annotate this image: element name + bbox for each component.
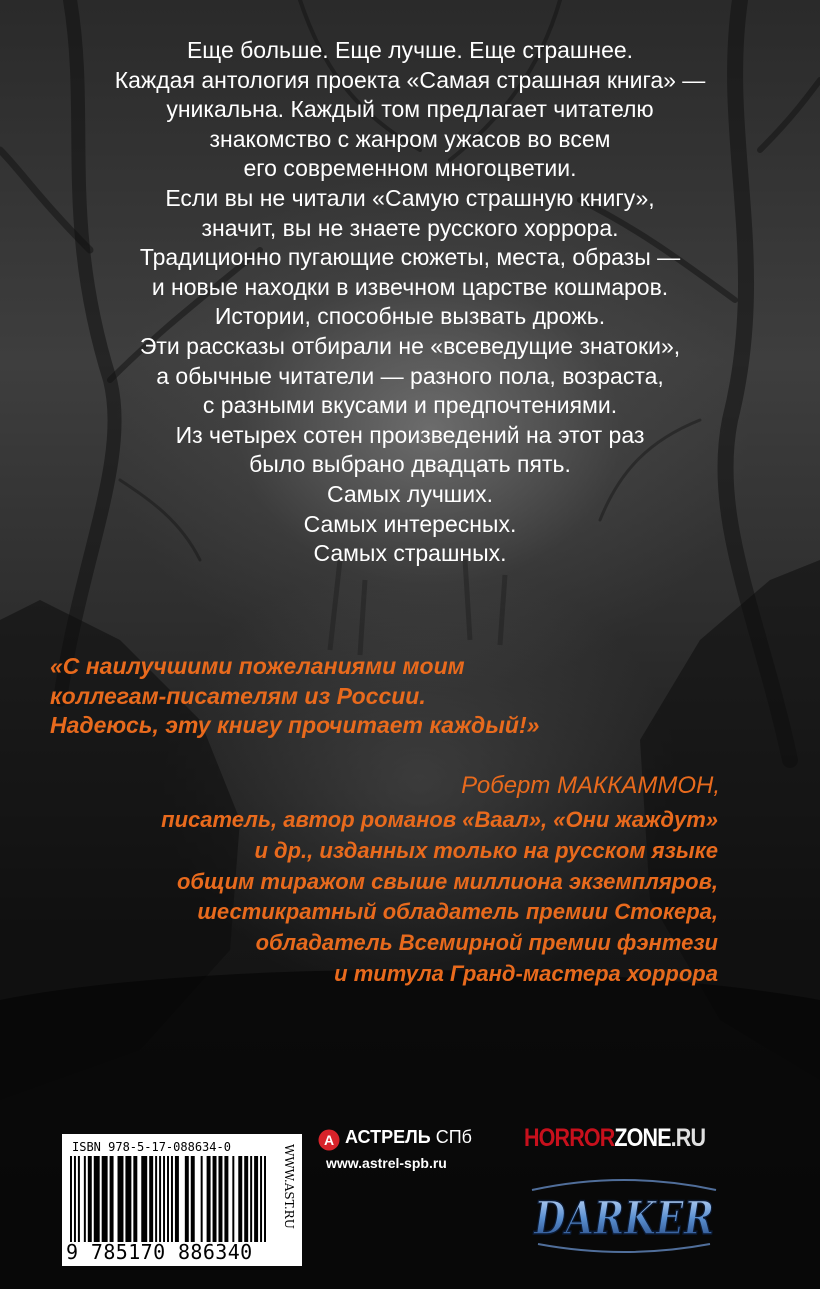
blurb-line: Еще больше. Еще лучше. Еще страшнее. xyxy=(186,37,634,63)
barcode-bar xyxy=(110,1156,114,1242)
barcode-bar xyxy=(84,1156,86,1242)
blurb-line: Самых интересных. xyxy=(303,510,517,537)
publisher-block xyxy=(318,1127,508,1177)
blurb-line: Каждая антология проекта «Самая страшная книга» — xyxy=(114,66,706,93)
blurb-line: Традиционно пугающие сюжеты, места, образы — xyxy=(139,244,681,271)
ean-digits: 9 785170 886340 xyxy=(66,1240,253,1264)
blurb-line: знакомство с жанром ужасов во всем xyxy=(209,125,611,152)
barcode-bar xyxy=(94,1156,100,1242)
blurb-line: Из четырех сотен произведений на этот раз xyxy=(175,421,645,448)
barcode-bar xyxy=(133,1156,137,1242)
quote-author-description xyxy=(18,805,718,990)
horrorzone-zone: ZONE xyxy=(614,1124,671,1152)
barcode-bar xyxy=(70,1156,72,1242)
author-desc-line: и титула Гранд-мастера хоррора xyxy=(334,960,718,986)
isbn-label: ISBN 978-5-17-088634-0 xyxy=(72,1140,231,1154)
blurb-line: значит, вы не знаете русского хоррора. xyxy=(201,214,619,241)
horrorzone-horror: HORROR xyxy=(524,1124,615,1152)
quote-line: коллегам-писателям из России. xyxy=(50,682,426,709)
blurb-line: его современном многоцветии. xyxy=(243,155,577,182)
barcode-bar xyxy=(191,1156,195,1242)
barcode-bar xyxy=(224,1156,228,1242)
barcode-bar xyxy=(264,1156,266,1242)
publisher-name-text: АСТРЕЛЬ xyxy=(345,1127,431,1147)
publisher-city: СПб xyxy=(435,1127,472,1147)
barcode-bar xyxy=(171,1156,173,1242)
barcode-bar xyxy=(232,1156,234,1242)
blurb-line: Если вы не читали «Самую страшную книгу», xyxy=(165,184,655,211)
quote-line: «С наилучшими пожеланиями моим xyxy=(50,653,465,679)
blurb-line: Самых страшных. xyxy=(313,540,507,567)
barcode-bar xyxy=(244,1156,248,1242)
blurb-line: Самых лучших. xyxy=(327,480,493,507)
author-desc-line: общим тиражом свыше миллиона экземпляров, xyxy=(176,868,718,894)
publisher-name xyxy=(345,1127,472,1148)
barcode-bar xyxy=(254,1156,258,1242)
barcode-bar xyxy=(218,1156,222,1242)
blurb-line: с разными вкусами и предпочтениями. xyxy=(202,392,618,419)
barcode-bar xyxy=(149,1156,153,1242)
barcode-bar xyxy=(260,1156,262,1242)
blurb-line: и новые находки в извечном царстве кошмаров. xyxy=(151,273,669,300)
barcode-bar xyxy=(167,1156,169,1242)
barcode-bar xyxy=(238,1156,242,1242)
barcode-bar xyxy=(213,1156,217,1242)
author-quote xyxy=(50,652,750,741)
blurb-text xyxy=(40,36,780,569)
darker-logo xyxy=(524,1160,724,1266)
publisher-url: www.astrel-spb.ru xyxy=(326,1155,447,1171)
barcode-bar xyxy=(201,1156,203,1242)
author-desc-line: писатель, автор романов «Ваал», «Они жаждут» xyxy=(161,807,718,832)
darker-logo-icon xyxy=(524,1160,724,1266)
barcode-bar xyxy=(155,1156,157,1242)
astrel-logo-letter: А xyxy=(323,1132,335,1148)
barcode-bar xyxy=(159,1156,161,1242)
barcode-icon xyxy=(68,1156,270,1242)
barcode-bar xyxy=(88,1156,92,1242)
barcode-bar xyxy=(102,1156,108,1242)
isbn-barcode-box xyxy=(62,1134,302,1266)
author-desc-line: обладатель Всемирной премии фэнтези xyxy=(255,930,718,956)
author-desc-line: и др., изданных только на русском языке xyxy=(254,837,718,863)
barcode-bar xyxy=(78,1156,80,1242)
barcode-bar xyxy=(185,1156,189,1242)
publisher-site-vertical: WWW.AST.RU xyxy=(282,1144,296,1229)
barcode-bar xyxy=(74,1156,76,1242)
barcode-bar xyxy=(207,1156,211,1242)
quote-line: Надеюсь, эту книгу прочитает каждый!» xyxy=(50,712,540,738)
horrorzone-logo xyxy=(524,1124,705,1154)
blurb-line: уникальна. Каждый том предлагает читателю xyxy=(166,96,654,123)
barcode-bar xyxy=(141,1156,147,1242)
blurb-line: Эти рассказы отбирали не «всеведущие знатоки», xyxy=(139,332,681,359)
author-desc-line: шестикратный обладатель премии Стокера, xyxy=(197,899,718,925)
barcode-bar xyxy=(163,1156,165,1242)
barcode-bar xyxy=(125,1156,131,1242)
darker-logo-text: DARKER xyxy=(532,1191,714,1245)
barcode-bar xyxy=(118,1156,124,1242)
horrorzone-ru: .RU xyxy=(670,1124,706,1152)
quote-author-name: Роберт МАККАММОН, xyxy=(461,772,720,799)
blurb-line: Истории, способные вызвать дрожь. xyxy=(214,303,606,330)
astrel-logo-icon xyxy=(318,1129,340,1151)
blurb-line: а обычные читатели — разного пола, возраста, xyxy=(156,362,664,389)
barcode-bar xyxy=(175,1156,179,1242)
blurb-line: было выбрано двадцать пять. xyxy=(249,451,571,478)
barcode-bar xyxy=(250,1156,252,1242)
